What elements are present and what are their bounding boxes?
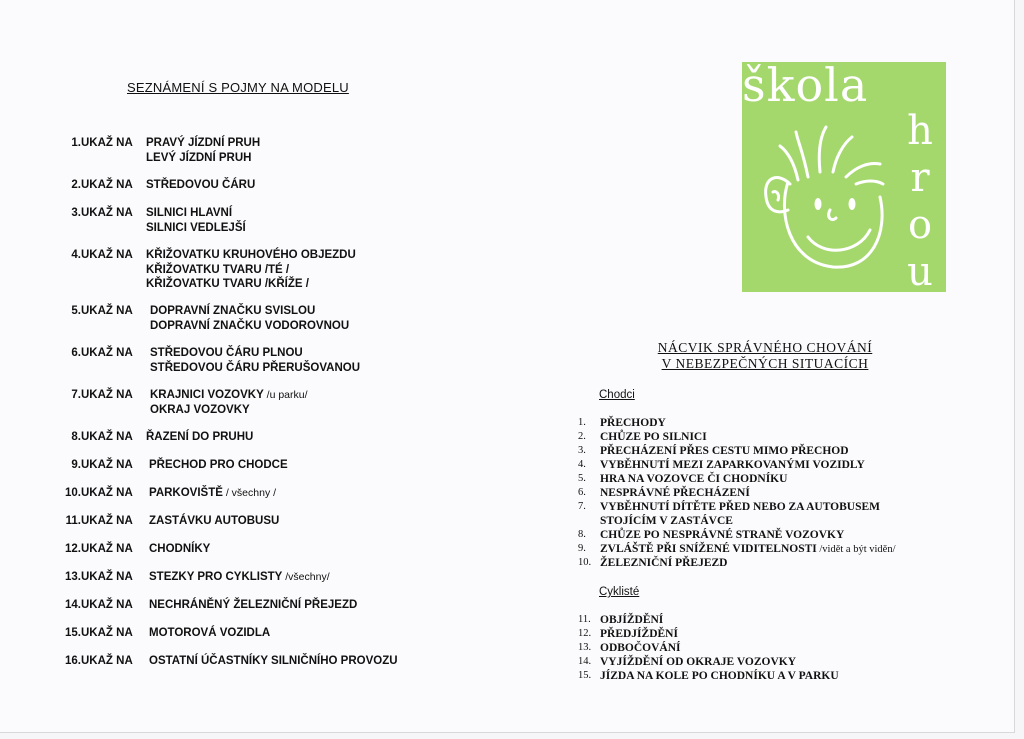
- item-text: [600, 669, 839, 683]
- smiling-face-icon: [748, 122, 898, 292]
- item-number: 9.: [71, 459, 81, 471]
- item-description: [149, 486, 276, 501]
- item-number: 7.: [71, 389, 81, 401]
- item-command: UKAŽ NA: [81, 207, 133, 219]
- item-command: UKAŽ NA: [81, 431, 133, 443]
- item-text: [600, 430, 707, 444]
- item-line: SILNICI VEDLEJŠÍ: [146, 221, 246, 234]
- item-line: CHODNÍKY: [149, 543, 211, 555]
- item-number: 5.: [71, 305, 81, 317]
- item-command: UKAŽ NA: [81, 459, 133, 471]
- item-line: OSTATNÍ ÚČASTNÍKY SILNIČNÍHO PROVOZU: [149, 655, 398, 667]
- item-number: 8.: [71, 431, 81, 443]
- item-number: 13.: [65, 571, 81, 583]
- item-number: 15.: [578, 670, 592, 681]
- item-line: KŘIŽOVATKU KRUHOVÉHO OBJEZDU: [146, 249, 356, 261]
- item-description: [150, 304, 349, 333]
- item-text-main: PŘECHODY: [600, 417, 666, 429]
- item-command: UKAŽ NA: [81, 487, 133, 499]
- item-command: UKAŽ NA: [81, 655, 133, 667]
- item-description: [146, 178, 255, 193]
- item-description: [146, 430, 253, 445]
- item-text-main: JÍZDA NA KOLE PO CHODNÍKU A V PARKU: [600, 670, 839, 682]
- item-text-main: HRA NA VOZOVCE ČI CHODNÍKU: [600, 473, 788, 485]
- item-line: KŘIŽOVATKU TVARU /TÉ /: [146, 263, 290, 276]
- item-line: STŘEDOVOU ČÁRU PLNOU: [150, 347, 303, 359]
- item-text-main: PŘECHÁZENÍ PŘES CESTU MIMO PŘECHOD: [600, 445, 849, 457]
- item-number: 1.: [71, 137, 81, 149]
- item-text-main: NESPRÁVNÉ PŘECHÁZENÍ: [600, 487, 750, 499]
- item-number: 5.: [578, 473, 586, 484]
- item-line: MOTOROVÁ VOZIDLA: [149, 627, 271, 639]
- item-number: 10.: [578, 557, 592, 568]
- item-number: 3.: [578, 445, 586, 456]
- item-line: DOPRAVNÍ ZNAČKU VODOROVNOU: [150, 319, 350, 332]
- item-note: /u parku/: [263, 389, 308, 401]
- item-line: PRAVÝ JÍZDNÍ PRUH: [146, 137, 261, 149]
- right-title-line-1: NÁCVIK SPRÁVNÉHO CHOVÁNÍ: [657, 340, 873, 355]
- item-line: KRAJNICI VOZOVKY: [150, 389, 264, 401]
- item-text-main: ZVLÁŠTĚ PŘI SNÍŽENÉ VIDITELNOSTI: [600, 543, 817, 555]
- item-text: [600, 613, 663, 627]
- item-command: UKAŽ NA: [81, 305, 133, 317]
- item-command: UKAŽ NA: [81, 249, 133, 261]
- item-line: STŘEDOVOU ČÁRU: [146, 179, 256, 191]
- item-note: /všechny/: [282, 571, 330, 583]
- item-note: /vidět a být viděn/: [816, 544, 896, 555]
- item-text: [600, 655, 796, 669]
- item-description: [149, 626, 270, 641]
- item-number: 3.: [71, 207, 81, 219]
- item-number: 4.: [578, 459, 586, 470]
- logo-word: škola: [742, 58, 869, 112]
- item-description: [146, 136, 260, 165]
- item-number: 1.: [578, 417, 586, 428]
- logo-letter: h: [907, 108, 933, 154]
- item-command: UKAŽ NA: [81, 627, 133, 639]
- item-line: OKRAJ VOZOVKY: [150, 403, 250, 416]
- item-text-main: CHŮZE PO NESPRÁVNÉ STRANĚ VOZOVKY: [600, 529, 845, 541]
- item-line-with-note: [150, 388, 308, 403]
- item-number: 13.: [578, 642, 592, 653]
- item-number: 11.: [65, 515, 81, 527]
- item-line: STŘEDOVOU ČÁRU PŘERUŠOVANOU: [150, 361, 360, 374]
- item-description: [146, 248, 356, 292]
- item-line-with-note: [149, 570, 330, 585]
- item-line-with-note: [149, 486, 276, 501]
- item-description: [146, 206, 246, 235]
- item-number: 6.: [578, 487, 586, 498]
- item-text: [600, 556, 728, 570]
- item-line: SILNICI HLAVNÍ: [146, 207, 233, 219]
- item-note: / všechny /: [222, 487, 277, 499]
- item-description: [149, 458, 288, 473]
- item-line: ZASTÁVKU AUTOBUSU: [149, 515, 280, 527]
- item-line: KŘIŽOVATKU TVARU /KŘÍŽE /: [146, 278, 309, 290]
- item-command: UKAŽ NA: [81, 347, 133, 359]
- item-number: 14.: [578, 656, 592, 667]
- item-description: [149, 598, 357, 613]
- item-number: 9.: [578, 543, 586, 554]
- item-number: 7.: [578, 501, 586, 512]
- item-description: [149, 570, 330, 585]
- item-line: NECHRÁNĚNÝ ŽELEZNIČNÍ PŘEJEZD: [149, 599, 358, 611]
- item-text-main: VYBĚHNUTÍ DÍTĚTE PŘED NEBO ZA AUTOBUSEM: [600, 501, 881, 513]
- item-text-main: PŘEDJÍŽDĚNÍ: [600, 628, 678, 640]
- item-text: [600, 444, 849, 458]
- item-command: UKAŽ NA: [81, 179, 133, 191]
- item-text: [600, 416, 666, 430]
- item-command: UKAŽ NA: [81, 137, 133, 149]
- item-text-main: CHŮZE PO SILNICI: [600, 431, 707, 443]
- logo-vertical-word: [900, 108, 940, 296]
- item-text-continued: STOJÍCÍM V ZASTÁVCE: [600, 515, 733, 527]
- item-text: [600, 627, 678, 641]
- item-text: [600, 641, 681, 655]
- item-description: [150, 346, 360, 375]
- item-line: STEZKY PRO CYKLISTY: [149, 571, 283, 583]
- item-text: [600, 458, 865, 472]
- item-number: 14.: [65, 599, 81, 611]
- item-command: UKAŽ NA: [81, 389, 133, 401]
- item-text-main: VYBĚHNUTÍ MEZI ZAPARKOVANÝMI VOZIDLY: [600, 459, 865, 471]
- item-text-main: VYJÍŽDĚNÍ OD OKRAJE VOZOVKY: [600, 656, 797, 668]
- item-description: [149, 654, 398, 669]
- item-text: [600, 486, 750, 500]
- item-text: [600, 528, 844, 542]
- item-line: PARKOVIŠTĚ: [149, 487, 223, 499]
- item-text: [600, 472, 787, 486]
- item-line: ŘAZENÍ DO PRUHU: [146, 431, 254, 443]
- item-number: 11.: [578, 614, 591, 625]
- section-label-chodci: Chodci: [599, 389, 635, 401]
- item-command: UKAŽ NA: [81, 599, 133, 611]
- item-description: [150, 388, 308, 417]
- right-title-line-2: V NEBEZPEČNÝCH SITUACÍCH: [661, 356, 869, 371]
- item-command: UKAŽ NA: [81, 515, 133, 527]
- item-number: 8.: [578, 529, 586, 540]
- item-command: UKAŽ NA: [81, 543, 133, 555]
- item-number: 10.: [65, 487, 81, 499]
- item-number: 12.: [578, 628, 592, 639]
- logo-letter: r: [910, 155, 930, 201]
- skola-hrou-logo: [742, 58, 946, 295]
- item-text: [600, 500, 880, 528]
- item-description: [149, 514, 279, 529]
- item-line: PŘECHOD PRO CHODCE: [149, 459, 288, 471]
- section-label-cykliste: Cyklisté: [599, 586, 640, 598]
- item-number: 6.: [71, 347, 81, 359]
- right-section-title: [580, 340, 950, 372]
- item-number: 15.: [65, 627, 81, 639]
- item-text: [600, 542, 896, 557]
- item-number: 4.: [71, 249, 81, 261]
- item-line: LEVÝ JÍZDNÍ PRUH: [146, 151, 252, 164]
- item-line: DOPRAVNÍ ZNAČKU SVISLOU: [150, 305, 316, 317]
- item-text-main: ODBOČOVÁNÍ: [600, 642, 681, 654]
- logo-letter: u: [907, 249, 933, 295]
- item-number: 12.: [65, 543, 81, 555]
- item-number: 16.: [65, 655, 81, 667]
- item-text-main: OBJÍŽDĚNÍ: [600, 614, 664, 626]
- item-number: 2.: [578, 431, 586, 442]
- item-number: 2.: [71, 179, 81, 191]
- logo-letter: o: [907, 202, 933, 248]
- item-command: UKAŽ NA: [81, 571, 133, 583]
- item-text-main: ŽELEZNIČNÍ PŘEJEZD: [600, 557, 728, 569]
- left-section-title: SEZNÁMENÍ S POJMY NA MODELU: [127, 80, 349, 95]
- item-description: [149, 542, 210, 557]
